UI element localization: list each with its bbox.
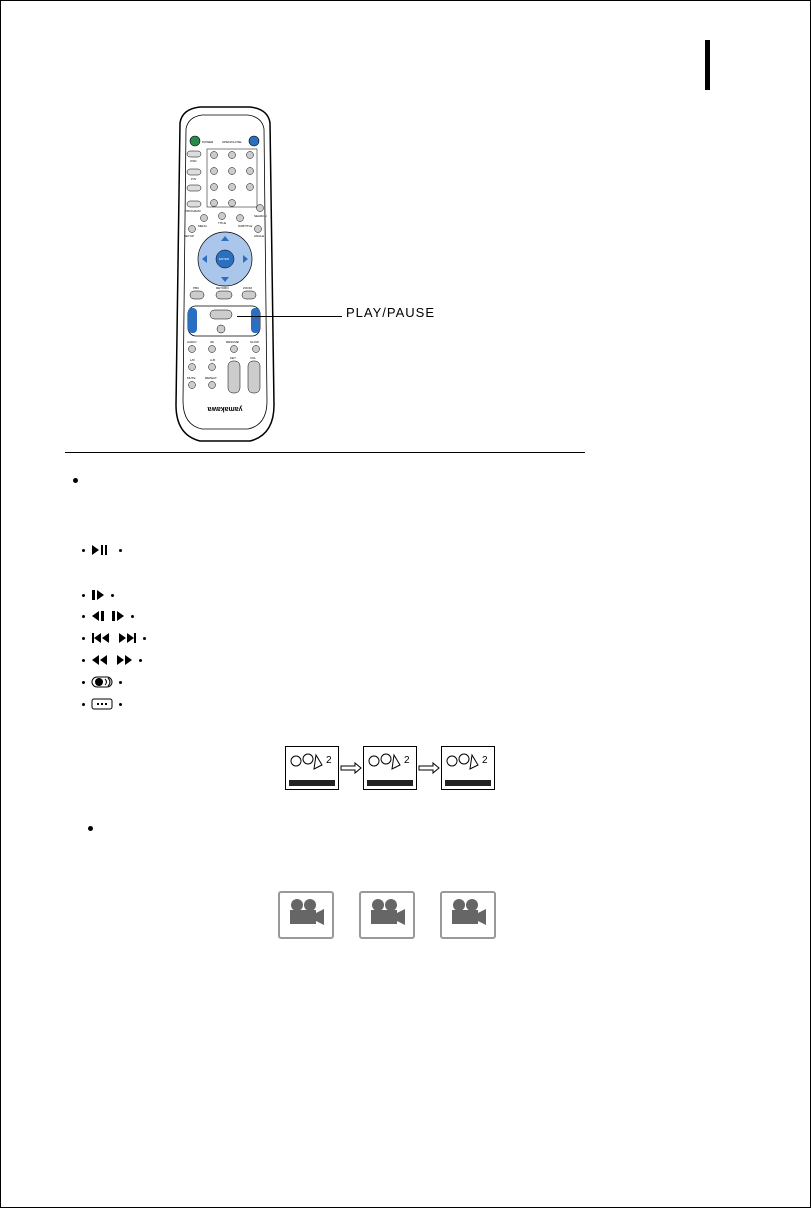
remote-key-label: KEY [230, 356, 237, 360]
remote-program-label: PROGRAM [185, 209, 201, 213]
svg-text:2: 2 [404, 755, 410, 766]
slow-forward-icon [111, 610, 125, 622]
remote-lr-label: L/R [190, 358, 195, 362]
remote-3d-label: 3D [210, 340, 214, 344]
audio-icon [91, 676, 113, 688]
remote-pbc-label: PBC [193, 286, 200, 290]
fast-reverse-icon [91, 654, 109, 666]
symbol-row-subtitle [82, 697, 122, 711]
remote-menu-label: MENU [198, 224, 207, 228]
callout-leader-line [237, 316, 342, 317]
remote-search-label: SEARCH [254, 214, 267, 218]
remote-resume-label: RESUME [226, 340, 239, 344]
bullet [73, 478, 78, 483]
screen-thumbnail-1 [285, 746, 339, 790]
play-pause-callout: PLAY/PAUSE [346, 305, 435, 320]
screen-thumbnail-2 [363, 746, 417, 790]
screen-thumbnail-3 [441, 746, 495, 790]
fast-forward-icon [115, 654, 133, 666]
step-forward-icon [91, 589, 105, 601]
remote-brand-logo: yamakawa [207, 405, 243, 412]
skip-next-icon [117, 632, 137, 644]
subtitle-icon [91, 698, 113, 710]
arrow-right-icon [339, 761, 363, 775]
page-marker [705, 40, 710, 90]
subtitle-screen-sequence [285, 746, 495, 790]
bullet [88, 826, 93, 831]
remote-osd-label: OSD [190, 159, 197, 163]
remote-pn-label: P/N [191, 177, 197, 181]
remote-mute-label: MUTE [187, 376, 196, 380]
stop-button [217, 325, 225, 333]
angle-icon-row [278, 891, 496, 939]
symbol-row-slow [82, 609, 134, 623]
remote-enter-label: ENTER [219, 257, 230, 261]
remote-vol-label: VOL [250, 356, 257, 360]
slow-reverse-icon [91, 610, 105, 622]
section-divider [65, 452, 585, 453]
remote-subtitle-label: SUBTITLE [238, 224, 253, 228]
arrow-right-icon [417, 761, 441, 775]
symbol-row-skip [82, 631, 146, 645]
remote-setup-label: SETUP [184, 234, 195, 238]
camera-angle-icon [278, 891, 334, 939]
remote-audio-label: AUDIO [187, 340, 197, 344]
symbol-row-scan [82, 653, 142, 667]
remote-zoom-label: ZOOM [243, 286, 252, 290]
power-button [190, 136, 200, 146]
remote-control-illustration [170, 105, 280, 445]
remote-return-label: RETURN [216, 286, 229, 290]
symbol-row-play-pause [82, 543, 122, 557]
play-pause-button [210, 310, 232, 319]
svg-text:2: 2 [482, 755, 488, 766]
svg-text:2: 2 [326, 755, 332, 766]
skip-previous-icon [91, 632, 111, 644]
remote-ab-label: A-B [210, 358, 216, 362]
symbol-row-audio [82, 675, 122, 689]
remote-title-label: TITLE [218, 221, 227, 225]
remote-power-label: POWER [202, 140, 214, 144]
camera-angle-icon [440, 891, 496, 939]
remote-open-close-label: OPEN/CLOSE [222, 140, 242, 144]
camera-angle-icon [359, 891, 415, 939]
symbol-row-step [82, 588, 114, 602]
remote-angle-label: ANGLE [254, 234, 265, 238]
remote-repeat-label: REPEAT [205, 376, 217, 380]
remote-slow-label: SLOW [250, 340, 259, 344]
open-close-button [249, 136, 259, 146]
play-pause-icon [91, 544, 113, 556]
